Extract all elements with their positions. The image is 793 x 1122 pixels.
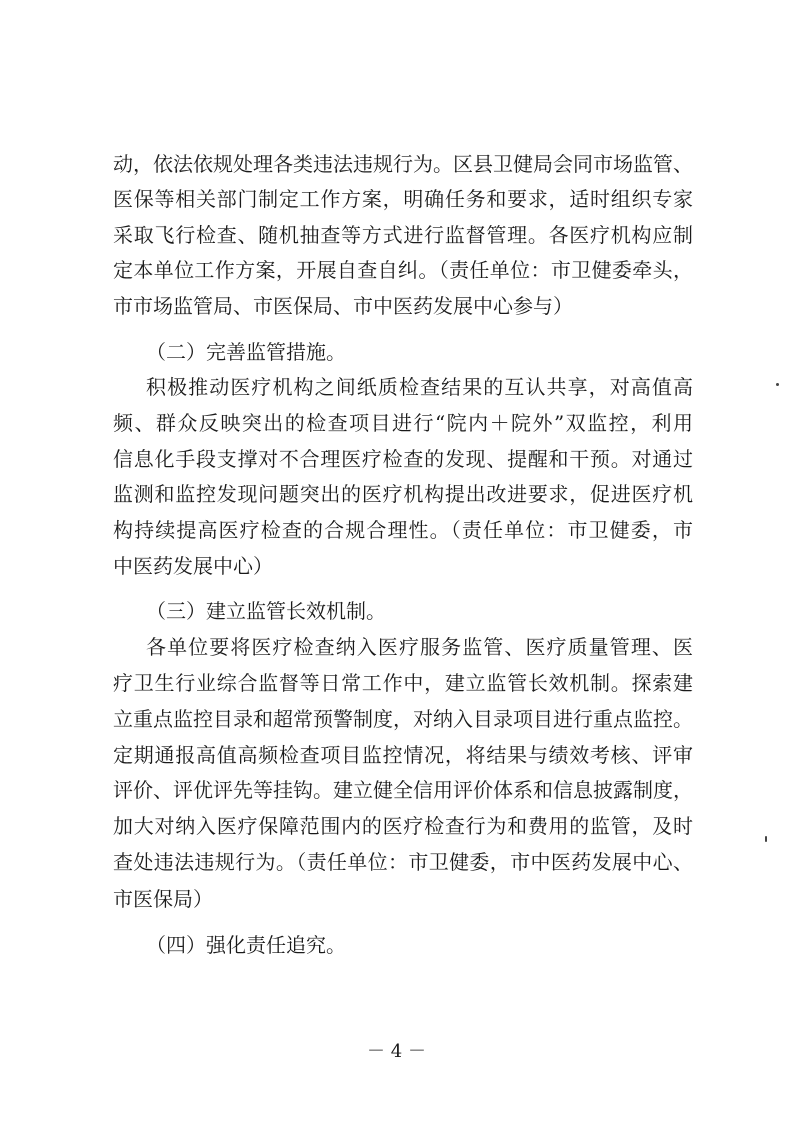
- page-number: － 4 －: [367, 1041, 426, 1062]
- paragraph-line: 采取飞行检查、随机抽查等方式进行监督管理。各医疗机构应制: [113, 223, 693, 247]
- paragraph-line: 评价、评优评先等挂钩。建立健全信用评价体系和信息披露制度，: [113, 778, 693, 802]
- scan-speck: [776, 383, 779, 386]
- paragraph-line: 积极推动医疗机构之间纸质检查结果的互认共享，对高值高: [146, 375, 693, 399]
- paragraph-line: 疗卫生行业综合监督等日常工作中，建立监管长效机制。探索建: [113, 671, 693, 695]
- paragraph-line: 查处违法违规行为。（责任单位：市卫健委，市中医药发展中心、: [113, 850, 693, 874]
- section-heading: （四）强化责任追究。: [146, 933, 346, 957]
- paragraph-line: 频、群众反映突出的检查项目进行“院内＋院外”双监控，利用: [113, 411, 693, 435]
- paragraph-line: 信息化手段支撑对不合理医疗检查的发现、提醒和干预。对通过: [113, 447, 693, 471]
- paragraph-line: 中医药发展中心）: [113, 554, 273, 578]
- paragraph-line: 构持续提高医疗检查的合规合理性。（责任单位：市卫健委，市: [113, 518, 693, 542]
- section-heading: （三）建立监管长效机制。: [146, 599, 386, 623]
- paragraph-line: 立重点监控目录和超常预警制度，对纳入目录项目进行重点监控。: [113, 707, 693, 731]
- paragraph-line: 加大对纳入医疗保障范围内的医疗检查行为和费用的监管，及时: [113, 814, 693, 838]
- paragraph-line: 市医保局）: [113, 887, 213, 911]
- paragraph-line: 定期通报高值高频检查项目监控情况，将结果与绩效考核、评审: [113, 743, 693, 767]
- section-heading: （二）完善监管措施。: [146, 340, 346, 364]
- paragraph-line: 各单位要将医疗检查纳入医疗服务监管、医疗质量管理、医: [146, 635, 693, 659]
- paragraph-line: 医保等相关部门制定工作方案，明确任务和要求，适时组织专家: [113, 187, 693, 211]
- paragraph-line: 监测和监控发现问题突出的医疗机构提出改进要求，促进医疗机: [113, 482, 693, 506]
- paragraph-line: 动，依法依规处理各类违法违规行为。区县卫健局会同市场监管、: [113, 152, 693, 176]
- paragraph-line: 市市场监管局、市医保局、市中医药发展中心参与）: [113, 294, 573, 318]
- paragraph-line: 定本单位工作方案，开展自查自纠。（责任单位：市卫健委牵头，: [113, 258, 693, 282]
- scan-speck: [765, 836, 767, 842]
